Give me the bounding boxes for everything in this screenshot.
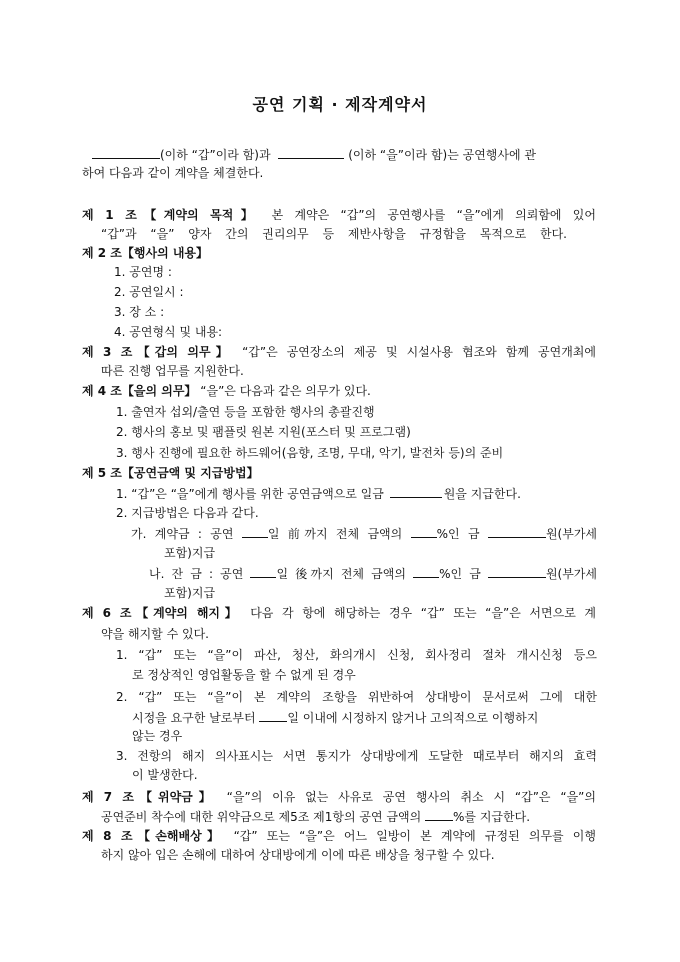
ga-text-d: 원(부가세 [545,527,598,541]
intro-line-1 [92,147,536,163]
article-2-item-4: 4. 공연형식 및 내용: [114,325,223,339]
article-8-heading: 제 8 조【손해배상】 [82,829,225,843]
article-4-item-1: 1. 출연자 섭외/출연 등을 포함한 행사의 총괄진행 [116,405,375,419]
article-6-heading: 제 6 조【계약의 해지】 [82,606,242,620]
article-4-heading: 제 4 조【을의 의무】 [82,384,197,398]
article-5-item-1-text: 1. “갑”은 “을”에게 행사를 위한 공연금액으로 일금 [116,487,384,501]
blank-na-percent [413,566,439,578]
article-2-item-2: 2. 공연일시 : [114,285,184,299]
article-6-item-2-line-2 [132,710,538,726]
blank-ga-amount [488,526,546,538]
article-3-text-1: “갑”은 공연장소의 제공 및 시설사용 협조와 함께 공연개최에 [242,345,596,359]
article-4-item-3: 3. 행사 진행에 필요한 하드웨어(음향, 조명, 무대, 악기, 발전차 등)의 준비 [116,446,504,460]
article-5-item-1-suffix: 원을 지급한다. [443,487,521,501]
article-5-item-2: 2. 지급방법은 다음과 같다. [116,506,259,520]
article-5-sub-ga [131,526,597,542]
na-text-b: 일 後까지 전체 금액의 [276,567,406,581]
blank-party-a [92,147,160,159]
article-7-text-2b: %를 지급한다. [453,810,531,824]
ga-text-b: 일 前까지 전체 금액의 [267,527,403,541]
article-1-text-1: 본 계약은 “갑”의 공연행사를 “을”에게 의뢰함에 있어 [271,208,596,222]
article-2-item-1: 1. 공연명 : [114,265,172,279]
article-5-sub-na [149,566,597,582]
blank-party-b [278,147,344,159]
article-7-text-1: “을”의 이유 없는 사유로 공연 행사의 취소 시 “갑”은 “을”의 [226,790,596,804]
article-6-item-3-line-2: 이 발생한다. [132,768,198,782]
article-1-line-2: “갑”과 “을” 양자 간의 권리의무 등 제반사항을 규정함을 목적으로 한다. [101,227,567,241]
article-6-item-2-text-b: 일 이내에 시정하지 않거나 고의적으로 이행하지 [287,711,539,725]
article-4-item-2: 2. 행사의 홍보 및 팸플릿 원본 지원(포스터 및 프로그램) [116,425,411,439]
article-5-item-1 [116,486,521,502]
article-6-item-2-line-3: 않는 경우 [132,729,183,743]
article-7-line-2 [101,809,530,825]
article-1-heading: 제 1 조【계약의 목적】 [82,208,261,222]
intro-text-a: (이하 “갑”이라 함)과 [160,148,271,162]
intro-line-2: 하여 다음과 같이 계약을 체결한다. [82,166,264,180]
article-6-item-2-line-1: 2. “갑” 또는 “을”이 본 계약의 조항을 위반하여 상대방이 문서로써 그에 대한 [116,690,597,704]
article-5-sub-ga-cont: 포함)지급 [164,546,216,560]
blank-cure-days [259,710,287,722]
article-8-line-2: 하지 않아 입은 손해에 대하여 상대방에게 이에 따른 배상을 청구할 수 있다. [101,848,495,862]
article-7-line-1 [82,790,596,805]
na-text-d: 원(부가세 [545,567,597,581]
na-text-c: %인 금 [439,567,481,581]
blank-penalty-percent [425,809,453,821]
article-6-line-2: 약을 해지할 수 있다. [101,627,209,641]
article-6-item-1-line-1: 1. “갑” 또는 “을”이 파산, 청산, 화의개시 신청, 회사정리 절차 개시신청 등으 [116,648,597,662]
article-2-heading: 제 2 조【행사의 내용】 [82,246,209,260]
article-7-heading: 제 7 조【위약금】 [82,790,217,804]
ga-text-c: %인 금 [436,527,480,541]
intro-text-b: (이하 “을”이라 함)는 공연행사에 관 [348,148,536,162]
article-3-line-1 [82,345,596,360]
article-3-heading: 제 3 조【갑의 의무】 [82,345,234,359]
article-5-heading: 제 5 조【공연금액 및 지급방법】 [82,466,259,480]
blank-ga-percent [411,526,437,538]
article-3-line-2: 따른 진행 업무를 지원한다. [101,364,244,378]
page-title: 공연 기획 · 제작계약서 [252,95,428,114]
ga-text-a: 가. 계약금 : 공연 [131,527,234,541]
article-8-text-1: “갑” 또는 “을”은 어느 일방이 본 계약에 규정된 의무를 이행 [233,829,596,843]
article-6-text-1: 다음 각 항에 해당하는 경우 “갑” 또는 “을”은 서면으로 계 [250,606,596,620]
article-6-item-1-line-2: 로 정상적인 영업활동을 할 수 없게 된 경우 [132,668,356,682]
na-text-a: 나. 잔 금 : 공연 [149,567,244,581]
article-1-line-1 [82,208,596,223]
article-4-text-1: “을”은 다음과 같은 의무가 있다. [200,384,371,398]
article-6-item-2-text-a: 시정을 요구한 날로부터 [132,711,256,725]
blank-na-days [250,566,276,578]
article-2-item-3: 3. 장 소 : [114,305,165,319]
blank-na-amount [488,566,546,578]
article-7-text-2a: 공연준비 착수에 대한 위약금으로 제5조 제1항의 공연 금액의 [101,810,422,824]
article-8-line-1 [82,829,596,844]
article-6-item-3-line-1: 3. 전항의 해지 의사표시는 서면 통지가 상대방에게 도달한 때로부터 해지의 효력 [116,749,597,763]
article-5-sub-na-cont: 포함)지급 [164,586,216,600]
blank-total-amount [390,486,442,498]
blank-ga-days [242,526,268,538]
article-4-line-1 [82,384,371,399]
article-6-line-1 [82,606,596,621]
